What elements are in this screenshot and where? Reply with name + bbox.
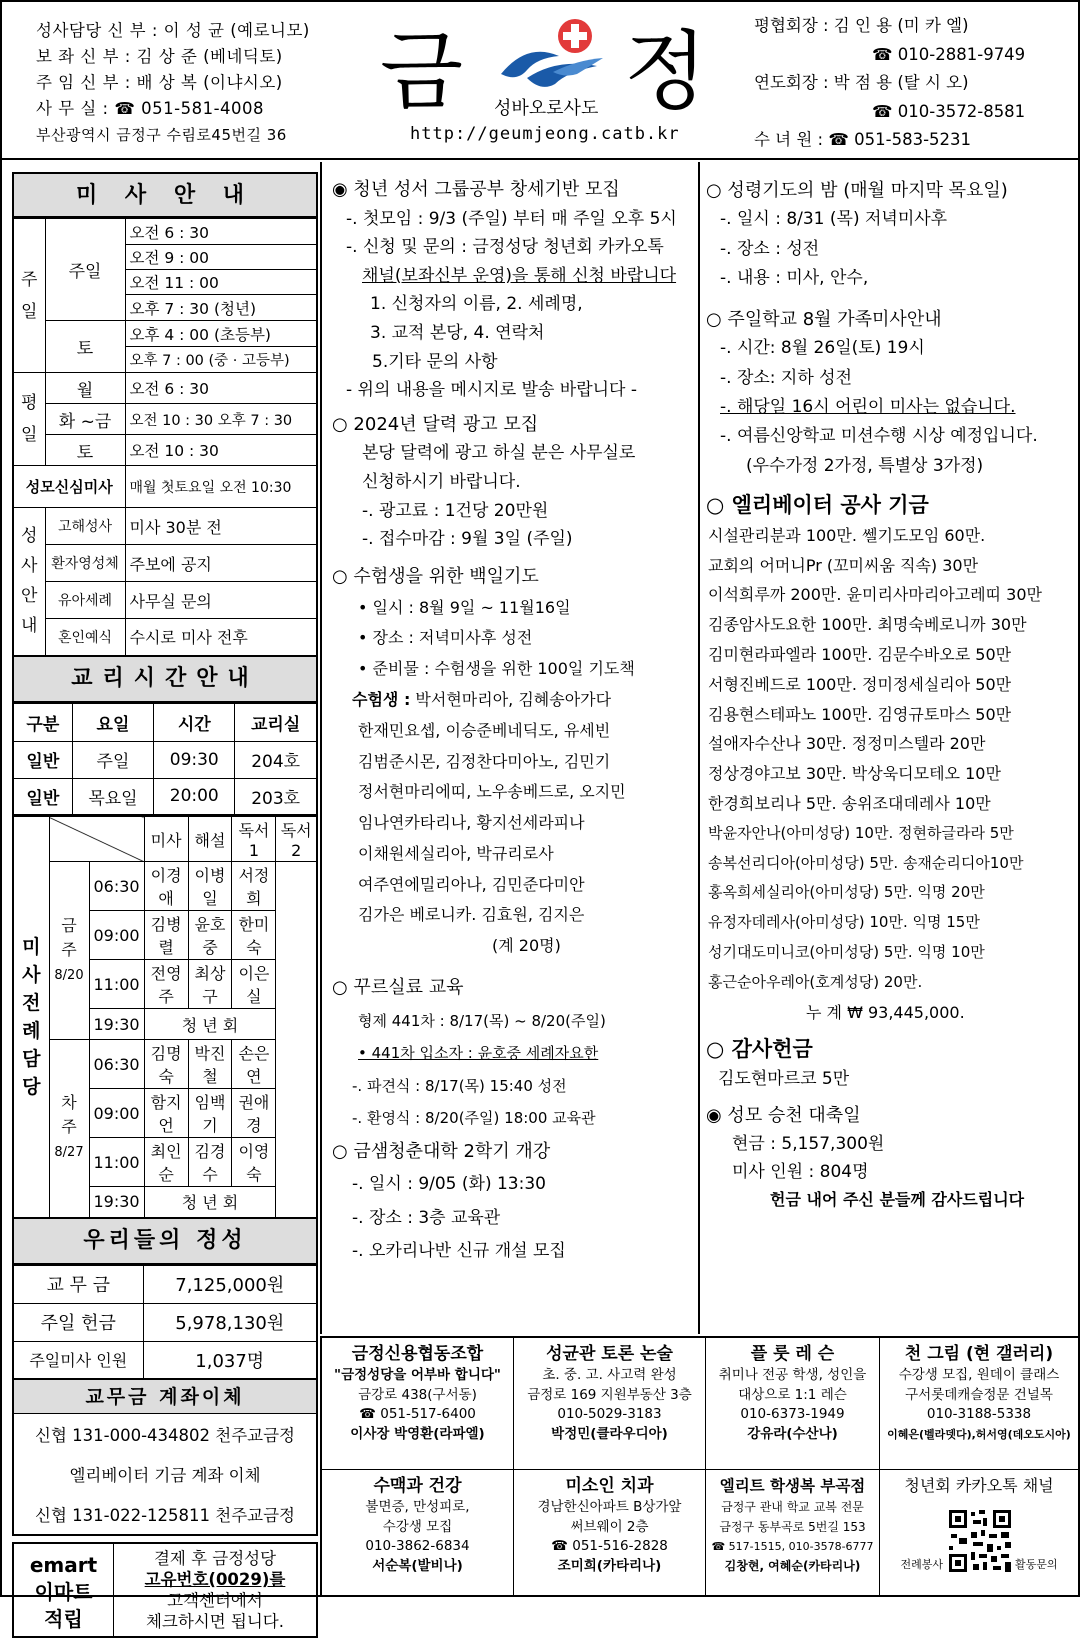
student-line: 김범준시몬, 김정찬다미아노, 김민기 [358, 751, 611, 771]
ad-line: 전례봉사 [900, 1557, 943, 1571]
notice-title: ○ 주일학교 8월 가족미사안내 [706, 309, 942, 331]
header-line: 부산광역시 금정구 수림로45번길 36 [36, 126, 287, 144]
donor-line: 정상경야고보 30만. 박상욱디모테오 10만 [708, 764, 1001, 784]
notice-line: • 441차 입소자 : 윤호중 세례자요한 [358, 1044, 599, 1063]
ad-line: 조미희(카타리나) [557, 1557, 662, 1574]
account-line: 엘리베이터 기금 계좌 이체 [69, 1466, 261, 1485]
header-line: 연도회장 : 박 점 용 (탈 시 오) [754, 73, 969, 92]
ad-line: 수강생 모집 [382, 1518, 453, 1535]
catechism-table [12, 703, 318, 817]
ad-line: 경남한신아파트 B상가앞 [537, 1499, 682, 1515]
ad-name: 엘리트 학생복 부곡점 [719, 1477, 866, 1495]
table-cell: 박진철 [188, 1040, 232, 1089]
ad-line: 써브웨이 2층 [570, 1518, 649, 1535]
time-cell: 11:00 [89, 1138, 144, 1187]
table-cell: 일반 [13, 778, 72, 815]
marian-mass-label: 성모신심미사 [13, 466, 125, 508]
notice-line: 헌금 내어 주신 분들께 감사드립니다 [770, 1189, 1025, 1209]
ad-line: ☎ 517-1515, 010-3578-6777 [711, 1540, 874, 1553]
notice-line: 본당 달력에 광고 하실 분은 사무실로 [362, 443, 636, 464]
title-left: 금 [380, 22, 464, 122]
time-cell: 09:00 [89, 911, 144, 960]
column-header: 해설 [188, 817, 232, 862]
donor-line: 서형진베드로 100만. 정미정세실리아 50만 [708, 674, 1012, 694]
table-cell: 204호 [235, 741, 317, 778]
sunday-group-label: 주 일 [13, 219, 45, 373]
ad-name: 플 룻 레 슨 [750, 1344, 835, 1364]
table-cell: 함지언 [144, 1089, 188, 1138]
sacrament-label: 유아세례 [45, 582, 125, 619]
notice-title: ○ 감사헌금 [706, 1037, 813, 1062]
emart-box [12, 1542, 318, 1638]
sacrament-label: 혼인예식 [45, 619, 125, 656]
ad-line: 금정구 동부곡로 5번길 153 [719, 1519, 866, 1534]
day-label: 토 [45, 435, 125, 466]
emart-info [114, 1544, 316, 1636]
ad-line: ☎ 051-517-6400 [359, 1406, 476, 1422]
ad-name: 미소인 치과 [565, 1476, 654, 1496]
header-line: ☎ 010-2881-9749 [872, 44, 1026, 64]
donor-line: 홍근순아우레아(호계성당) 20만. [708, 972, 923, 991]
week-date: 8/20 [54, 967, 84, 983]
catechism-title: 교리시간안내 [12, 657, 318, 703]
website-link[interactable]: http://geumjeong.catb.kr [410, 124, 680, 144]
table-cell: 김경수 [188, 1138, 232, 1187]
ad-line: 박정민(클라우디아) [551, 1425, 668, 1442]
account-line: 신협 131-022-125811 천주교금정 [35, 1506, 295, 1525]
ad-line: 010-6373-1949 [740, 1406, 845, 1422]
notice-title: ◉ 청년 성서 그룹공부 창세기반 모집 [332, 179, 620, 200]
notice-line: 채널(보좌신부 운영)을 통해 신청 바랍니다 [362, 265, 677, 286]
time-cell: 09:00 [89, 1089, 144, 1138]
ad-line: 금정로 169 지원부동산 3층 [527, 1386, 692, 1403]
ad-line: 김창현, 여혜순(카타리나) [724, 1558, 861, 1573]
weekday-group-label: 평 일 [13, 373, 45, 466]
sunday-label: 주일 [45, 219, 125, 321]
donor-line: 교회의 어머니Pr (꼬미씨움 직속) 30만 [708, 555, 979, 575]
day-label: 화 ~금 [45, 404, 125, 435]
sacrament-info: 수시로 미사 전후 [125, 619, 317, 656]
notice-line: 형제 441차 : 8/17(목) ~ 8/20(주일) [358, 1011, 606, 1030]
account-title: 교무금 계좌이체 [14, 1380, 316, 1414]
table-cell: 최상구 [188, 960, 232, 1009]
donor-line: 성기대도미니코(아미성당) 5만. 익명 10만 [708, 942, 985, 961]
ad-line: 010-3188-5338 [926, 1406, 1032, 1422]
column-header: 교리실 [235, 703, 317, 741]
students-label: 수험생 : [352, 689, 411, 709]
emart-line: 고유번호(0029)를 [144, 1570, 286, 1589]
notice-line: -. 내용 : 미사, 안수, [720, 267, 869, 288]
header-line: 평협회장 : 김 인 용 (미 카 엘) [754, 16, 969, 35]
time-cell: 06:30 [89, 862, 144, 911]
ad-line: 이혜은(벨라뎃다),허서영(데오도시아) [887, 1427, 1071, 1441]
mass-time: 오전 11 : 00 [125, 270, 317, 295]
column-header: 구분 [13, 703, 72, 741]
notice-line: -. 일시 : 8/31 (목) 저녁미사후 [720, 209, 948, 230]
notice-line: 1. 신청자의 이름, 2. 세례명, [370, 294, 583, 315]
table-cell: 주일 [72, 741, 153, 778]
this-week-label: 금 주 8/20 [49, 862, 89, 1040]
offering-label: 주일미사 인원 [13, 1341, 143, 1379]
mass-time: 오전 6 : 30 [125, 373, 317, 404]
table-cell: 임백기 [188, 1089, 232, 1138]
student-line: 박서현마리아, 김혜송아가다 [410, 689, 612, 709]
ad-name: 성균관 토론 논술 [546, 1344, 673, 1364]
account-box [12, 1380, 318, 1536]
offering-value: 1,037명 [143, 1341, 317, 1379]
table-cell: 일반 [13, 741, 72, 778]
notice-line: 3. 교적 본당, 4. 연락처 [370, 322, 545, 343]
table-cell: 청 년 회 [144, 1187, 276, 1218]
next-week-label: 차 주 8/27 [49, 1040, 89, 1218]
mass-time: 오전 6 : 30 [125, 219, 317, 245]
table-cell: 한미숙 [232, 911, 276, 960]
column-header: 미사 [144, 817, 188, 862]
ad-line: 금강로 438(구서동) [358, 1386, 477, 1403]
assumption-notice [706, 1102, 1078, 1214]
ad-line: ☎ 051-516-2828 [551, 1538, 668, 1554]
ad-line: 대상으로 1:1 레슨 [738, 1386, 847, 1403]
header-left-info [36, 18, 310, 148]
saturday-label: 토 [45, 321, 125, 373]
notice-line: • 일시 : 8월 9일 ~ 11월16일 [358, 597, 571, 617]
ad-uniform [706, 1470, 880, 1597]
sacrament-label: 환자영성체 [45, 545, 125, 582]
ad-essay-academy [514, 1338, 706, 1470]
church-logo-icon [497, 12, 607, 94]
notice-line: -. 광고료 : 1건당 20만원 [362, 500, 549, 521]
notice-line: -. 해당일 16시 어린이 미사는 없습니다. [720, 397, 1016, 418]
university-notice [332, 1135, 698, 1269]
ad-youth-kakao [880, 1470, 1078, 1597]
donor-line: 설애자수산나 30만. 정정미스텔라 20만 [708, 734, 986, 754]
student-line: 한재민요셉, 이승준베네딕도, 유세빈 [358, 720, 611, 740]
student-line: (계 20명) [492, 936, 561, 956]
donor-line: 유정자데레사(아미성당) 10만. 익명 15만 [708, 913, 980, 932]
offering-value: 5,978,130원 [143, 1303, 317, 1341]
ad-line: 010-5029-3183 [557, 1406, 662, 1422]
notice-line: -. 장소 : 3층 교육관 [352, 1207, 501, 1228]
notice-title: ○ 수험생을 위한 백일기도 [332, 565, 539, 587]
table-cell: 09:30 [154, 741, 235, 778]
emart-line: 결제 후 금정성당 [153, 1549, 277, 1568]
ad-name: 수맥과 건강 [373, 1476, 462, 1496]
calendar-ad-notice [332, 411, 698, 554]
middle-column [320, 162, 700, 1334]
emart-logo-line: 이마트 [34, 1580, 93, 1604]
qr-code-icon[interactable] [947, 1508, 1013, 1574]
notice-line: -. 파견식 : 8/17(목) 15:40 성전 [352, 1076, 567, 1095]
donor-line: 김용현스테파노 100만. 김영규토마스 50만 [708, 704, 1012, 724]
left-column [12, 172, 318, 1631]
donor-line: 김미현라파엘라 100만. 김문수바오로 50만 [708, 644, 1012, 664]
time-cell: 19:30 [89, 1187, 144, 1218]
offering-title: 우리들의 정성 [12, 1219, 318, 1265]
ad-line: 수강생 모집, 원데이 클래스 [898, 1367, 1060, 1383]
table-cell: 이병일 [188, 862, 232, 911]
mass-time: 오후 7 : 00 (중 · 고등부) [125, 347, 317, 373]
emart-logo [14, 1544, 114, 1636]
header-line: 수 녀 원 : ☎ 051-583-5231 [754, 130, 972, 149]
donor-line: 김종암사도요한 100만. 최명숙베로니까 30만 [708, 615, 1027, 635]
notice-line: 신청하시기 바랍니다. [362, 471, 521, 492]
table-cell: 윤호중 [188, 911, 232, 960]
duty-group-label: 미 사 전 례 담 당 [13, 817, 49, 1218]
student-line: 임나연카타리나, 황지선세라피나 [358, 813, 585, 833]
header-line: 사 무 실 : ☎ 051-581-4008 [36, 99, 265, 118]
ad-name: 금정신용협동조합 [351, 1344, 484, 1364]
fund-total: 누 계 ₩ 93,445,000. [806, 1002, 965, 1022]
ad-line: 서순복(발비나) [372, 1557, 463, 1574]
student-line: 정서현마리에띠, 노우송베드로, 오지민 [358, 782, 626, 802]
title-right: 정 [624, 22, 708, 122]
marian-mass-time: 매월 첫토요일 오전 10:30 [125, 466, 317, 508]
notice-line: -. 첫모임 : 9/3 (주일) 부터 매 주일 오후 5시 [346, 208, 677, 229]
header-right-info [754, 12, 1025, 155]
offering-label: 교 무 금 [13, 1265, 143, 1303]
mass-time: 오후 7 : 30 (청년) [125, 295, 317, 321]
sacrament-info: 사무실 문의 [125, 582, 317, 619]
header-line: 주 임 신 부 : 배 상 복 (이냐시오) [36, 73, 283, 92]
emart-logo-line: 적립 [44, 1607, 83, 1631]
ad-credit-union [322, 1338, 514, 1470]
header-line: ☎ 010-3572-8581 [872, 101, 1026, 121]
ad-health [322, 1470, 514, 1597]
offering-table [12, 1265, 318, 1381]
notice-line: -. 일시 : 9/05 (화) 13:30 [352, 1174, 546, 1195]
mass-title: 미 사 안 내 [12, 172, 318, 218]
table-cell: 청 년 회 [144, 1009, 276, 1040]
table-cell: 이은실 [232, 960, 276, 1009]
notice-line: • 장소 : 저녁미사후 성전 [358, 628, 533, 648]
table-cell: 최인순 [144, 1138, 188, 1187]
liturgy-duty-table [12, 816, 318, 1219]
header-line: 보 좌 신 부 : 김 상 준 (베네딕토) [36, 47, 283, 66]
ad-line: 구서롯데캐슬정문 건널목 [905, 1386, 1053, 1403]
header-line: 성사담당 신 부 : 이 성 균 (예로니모) [36, 21, 310, 40]
subtitle: 성바오로사도 [494, 98, 599, 119]
column-header: 시간 [154, 703, 235, 741]
notice-line: - 위의 내용을 메시지로 발송 바랍니다 - [346, 380, 638, 401]
ad-line: 활동문의 [1015, 1557, 1058, 1571]
time-cell: 06:30 [89, 1040, 144, 1089]
notice-line: -. 환영식 : 8/20(주일) 18:00 교육관 [352, 1109, 596, 1128]
emart-line: 체크하시면 됩니다. [145, 1612, 284, 1631]
donor-line: 이석희루까 200만. 윤미리사마리아고레띠 30만 [708, 585, 1042, 605]
ad-dental [514, 1470, 706, 1597]
ad-line: "금정성당을 어부바 합니다" [334, 1367, 501, 1383]
notice-line: • 준비물 : 수험생을 위한 100일 기도책 [358, 659, 635, 679]
day-label: 월 [45, 373, 125, 404]
ad-line: 010-3862-6834 [365, 1538, 470, 1554]
offering-label: 주일 헌금 [13, 1303, 143, 1341]
column-header: 독서2 [276, 817, 317, 862]
notice-line: -. 장소 : 성전 [720, 238, 820, 259]
elevator-fund-notice [706, 491, 1078, 1027]
mass-time: 오전 10 : 30 [125, 435, 317, 466]
corner-cell [49, 817, 144, 862]
notice-line: -. 접수마감 : 9월 3일 (주일) [362, 529, 573, 550]
notice-title: ○ 2024년 달력 광고 모집 [332, 413, 539, 435]
column-header: 요일 [72, 703, 153, 741]
time-cell: 19:30 [89, 1009, 144, 1040]
table-cell: 김명숙 [144, 1040, 188, 1089]
ad-name: 청년회 카카오톡 채널 [904, 1476, 1054, 1495]
spirit-prayer-notice [706, 176, 1078, 293]
mass-table [12, 218, 318, 657]
account-line: 신협 131-000-434802 천주교금정 [35, 1426, 295, 1445]
mass-time: 오후 4 : 00 (초등부) [125, 321, 317, 347]
donor-line: 시설관리분과 100만. 쎌기도모임 60만. [708, 525, 986, 545]
ads-section [320, 1336, 1078, 1597]
ad-line: 강유라(수산나) [747, 1425, 838, 1442]
table-cell: 목요일 [72, 778, 153, 815]
notice-title: ○ 엘리베이터 공사 기금 [706, 492, 929, 517]
donor-line: 송복선리디아(아미성당) 5만. 송재순리디아10만 [708, 853, 1024, 872]
notice-line: (우수가정 2가정, 특별상 3가정) [746, 455, 984, 476]
notice-title: ○ 성령기도의 밤 (매월 마지막 목요일) [706, 180, 1008, 201]
ad-line: 취미나 전공 학생, 성인을 [718, 1367, 867, 1383]
table-cell: 전영주 [144, 960, 188, 1009]
notice-line: 현금 : 5,157,300원 [732, 1133, 885, 1154]
cursillo-notice [332, 972, 698, 1135]
ad-gallery [880, 1338, 1078, 1470]
mass-time: 오전 10 : 30 오후 7 : 30 [125, 404, 317, 435]
notice-title: ◉ 성모 승천 대축일 [706, 1104, 861, 1126]
table-cell: 203호 [235, 778, 317, 815]
ad-line: 초. 중. 고. 사고력 완성 [542, 1367, 677, 1383]
table-cell: 이영숙 [232, 1138, 276, 1187]
ad-line: 이사장 박영환(라파엘) [350, 1425, 485, 1442]
sunday-school-notice [706, 305, 1078, 481]
offering-value: 7,125,000원 [143, 1265, 317, 1303]
donor-line: 홍옥희세실리아(아미성당) 5만. 익명 20만 [708, 883, 985, 902]
student-line: 여주연에밀리아나, 김민준다미안 [358, 874, 585, 894]
ad-flute-lesson [706, 1338, 880, 1470]
ad-line: 금정구 관내 학교 교복 전문 [721, 1500, 864, 1514]
notice-line: -. 시간: 8월 26일(토) 19시 [720, 338, 925, 359]
notice-line: 5.기타 문의 사항 [372, 351, 498, 372]
table-cell: 권애경 [232, 1089, 276, 1138]
table-cell: 이경애 [144, 862, 188, 911]
column-header: 독서1 [232, 817, 276, 862]
sacrament-label: 고해성사 [45, 508, 125, 545]
sacrament-group-label: 성 사 안 내 [13, 508, 45, 656]
notice-line: 김도현마르코 5만 [718, 1068, 850, 1089]
notice-line: -. 여름신앙학교 미션수행 시상 예정입니다. [720, 426, 1038, 447]
mass-time: 오전 9 : 00 [125, 245, 317, 270]
table-cell: 20:00 [154, 778, 235, 815]
table-cell: 손은연 [232, 1040, 276, 1089]
student-line: 이채원세실리아, 박규리로사 [358, 843, 554, 863]
table-cell: 김병렬 [144, 911, 188, 960]
table-cell: 서정희 [232, 862, 276, 911]
notice-line: 미사 인원 : 804명 [732, 1161, 869, 1182]
thanksgiving-notice [706, 1035, 1078, 1094]
notice-line: -. 오카리나반 신규 개설 모집 [352, 1241, 566, 1262]
donor-line: 박윤자안나(아미성당) 10만. 정현하글라라 5만 [708, 823, 1014, 842]
youth-bible-notice [332, 176, 698, 405]
notice-title: ○ 금샘청춘대학 2학기 개강 [332, 1140, 551, 1162]
emart-line: 고객센터에서 [167, 1591, 263, 1610]
header [2, 2, 1078, 160]
student-line: 김가은 베로니카. 김효원, 김지은 [358, 905, 585, 925]
ad-name: 천 그림 (현 갤러리) [904, 1344, 1054, 1364]
notice-line: -. 장소: 지하 성전 [720, 367, 853, 388]
donor-line: 한경희보리나 5만. 송위조대데레사 10만 [708, 793, 991, 813]
notice-title: ○ 꾸르실료 교육 [332, 977, 464, 999]
exam-prayer-notice [332, 562, 698, 962]
sacrament-info: 미사 30분 전 [125, 508, 317, 545]
sacrament-info: 주보에 공지 [125, 545, 317, 582]
right-column [702, 162, 1078, 1334]
ad-line: 불면증, 만성피로, [365, 1499, 470, 1515]
notice-line: -. 신청 및 문의 : 금정성당 청년회 카카오톡 [346, 237, 664, 258]
emart-logo-line: emart [29, 1553, 98, 1577]
week-date: 8/27 [54, 1145, 84, 1161]
time-cell: 11:00 [89, 960, 144, 1009]
